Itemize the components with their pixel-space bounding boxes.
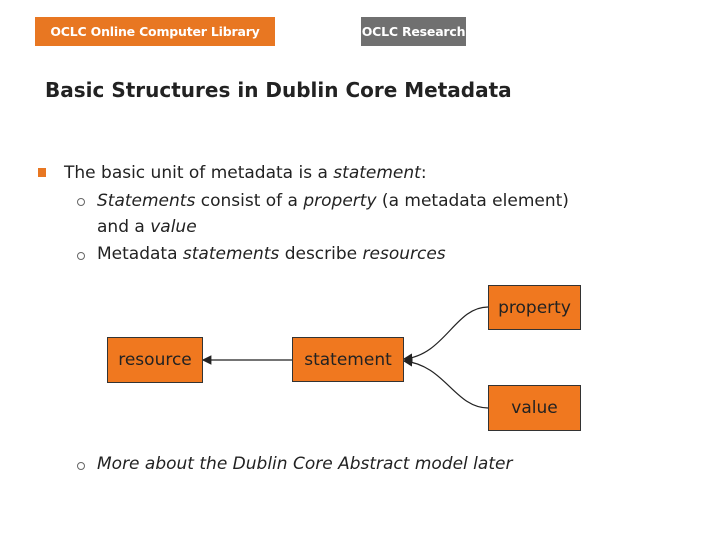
oclc-research-logo: OCLC Research — [361, 17, 466, 46]
statement-node: statement — [292, 337, 404, 382]
sub-bullet-1-line2: and a value — [97, 217, 197, 237]
property-curve-arrow — [404, 307, 488, 359]
sub-bullet-2-text: Metadata statements describe resources — [97, 244, 446, 264]
resource-node: resource — [107, 337, 203, 383]
page-title: Basic Structures in Dublin Core Metadata — [45, 78, 512, 102]
oclc-online-logo: OCLC Online Computer Library Center — [35, 17, 275, 46]
sub-bullet-1-line1: Statements consist of a property (a metadata element) — [97, 191, 569, 211]
bullet-main-text: The basic unit of metadata is a statement: — [64, 163, 427, 183]
circle-bullet-icon — [77, 462, 85, 470]
value-node: value — [488, 385, 581, 431]
value-curve-arrow — [404, 361, 488, 408]
property-node: property — [488, 285, 581, 330]
sub-bullet-3-text: More about the Dublin Core Abstract model later — [97, 454, 513, 474]
